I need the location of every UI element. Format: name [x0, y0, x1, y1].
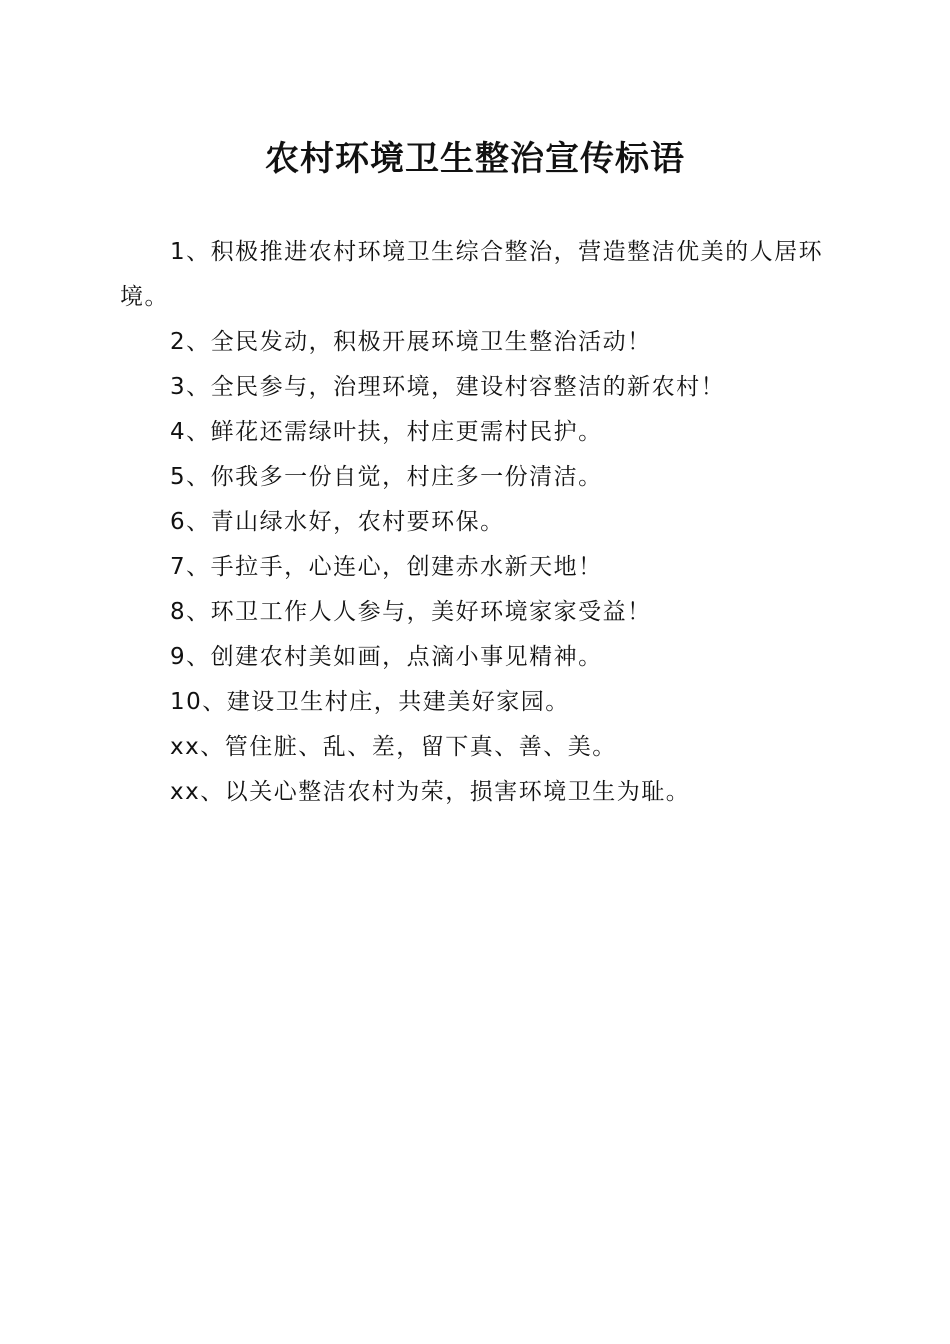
- slogan-item: xx、以关心整洁农村为荣，损害环境卫生为耻。: [170, 779, 691, 805]
- slogan-item: 8、环卫工作人人参与，美好环境家家受益！: [170, 599, 652, 625]
- slogan-item: 2、全民发动，积极开展环境卫生整治活动！: [170, 329, 652, 355]
- slogan-item: xx、管住脏、乱、差，留下真、善、美。: [170, 734, 617, 760]
- slogan-item: 6、青山绿水好，农村要环保。: [170, 509, 505, 535]
- slogan-item: 1、积极推进农村环境卫生综合整治，营造整洁优美的人居环境。: [120, 239, 824, 310]
- slogan-item: 5、你我多一份自觉，村庄多一份清洁。: [170, 464, 603, 490]
- slogan-item: 4、鲜花还需绿叶扶，村庄更需村民护。: [170, 419, 603, 445]
- document-title: 农村环境卫生整治宣传标语: [265, 139, 685, 179]
- slogan-list: [120, 230, 830, 815]
- slogan-item: 7、手拉手，心连心，创建赤水新天地！: [170, 554, 603, 580]
- slogan-item: 10、建设卫生村庄，共建美好家园。: [170, 689, 570, 715]
- slogan-item: 9、创建农村美如画，点滴小事见精神。: [170, 644, 603, 670]
- slogan-item: 3、全民参与，治理环境，建设村容整洁的新农村！: [170, 374, 726, 400]
